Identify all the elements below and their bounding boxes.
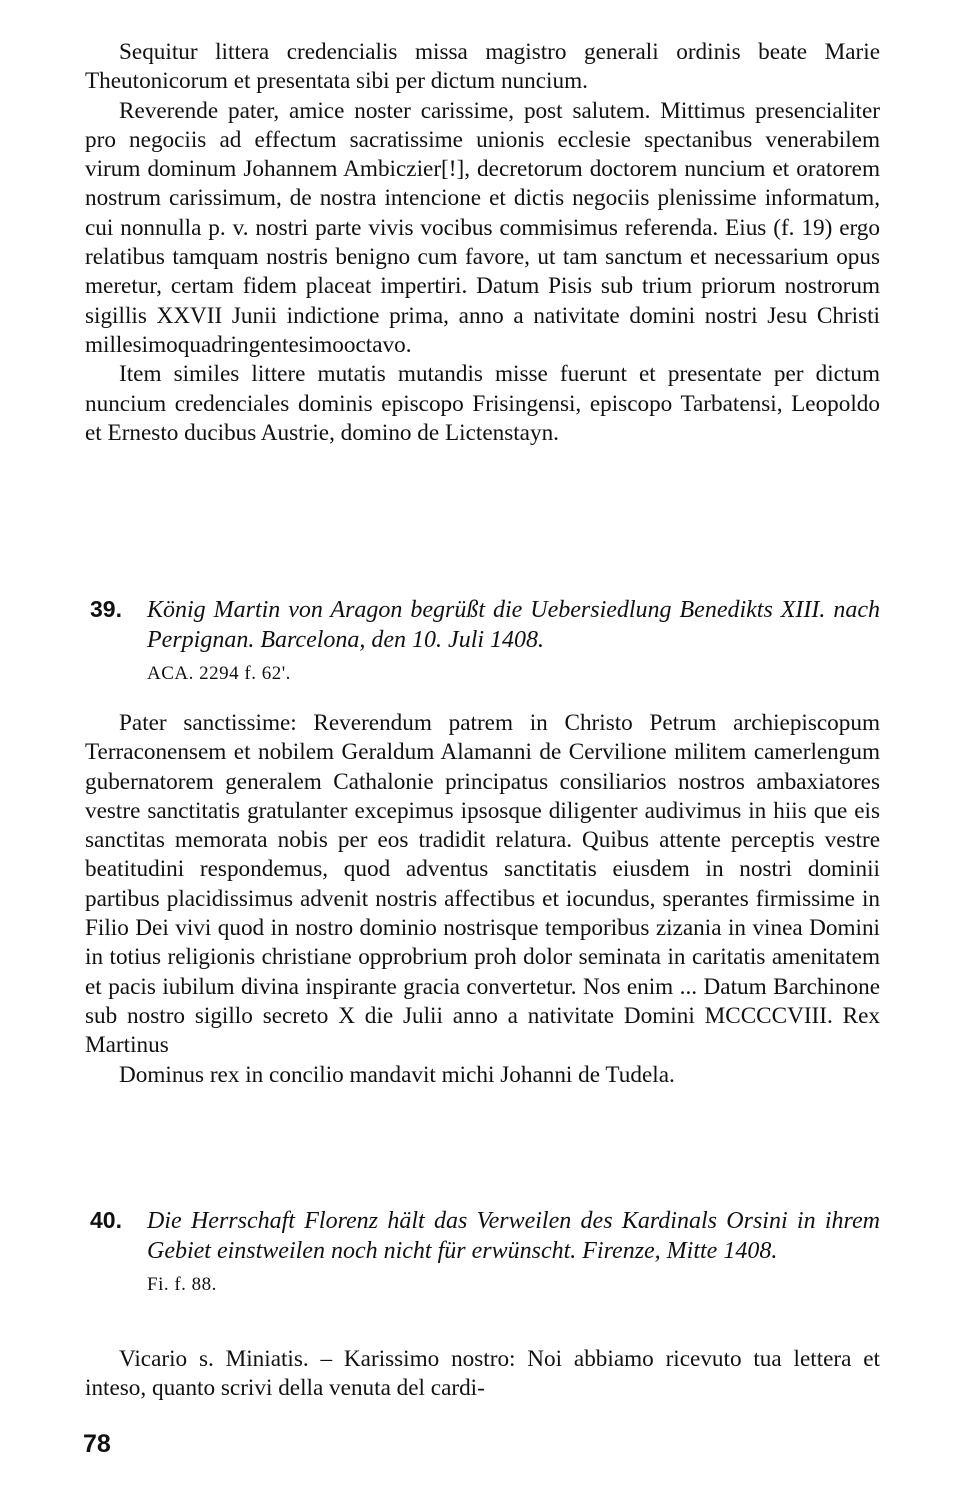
- entry-number: 39.: [90, 596, 122, 622]
- entry-number: 40.: [90, 1207, 122, 1233]
- entry-title: König Martin von Aragon begrüßt die Uebersiedlung Benedikts XIII. nach Perpignan. Barcelona, den 10. Juli 1408.: [147, 597, 880, 653]
- intro-paragraph: Sequitur littera credencialis missa magistro generali ordinis beate Marie Theutonicorum et presentata sibi per dictum nuncium.: [85, 39, 880, 95]
- entry-40-heading: [90, 1207, 880, 1296]
- text-block-letter: [85, 38, 880, 448]
- letter-paragraph: Vicario s. Miniatis. – Karissimo nostro: Noi abbiamo ricevuto tua lettera et inteso, quanto scrivi della venuta del cardi-: [85, 1346, 880, 1402]
- letter-paragraph: Pater sanctissime: Reverendum patrem in Christo Petrum archiepiscopum Terraconensem et nobilem Geraldum Alamanni de Cervilione militem camerlengum gubernatorem generalem Cathalonie principatus consiliarios nostros ambaxiatores vestre sanctitatis gratulanter excepimus ipsosque diligenter audivimus in hiis que eis sanctitas memorata nobis per eos tradidit relatura. Quibus attente perceptis vestre beatitudini respondemus, quod adventus sanctitatis eiusdem in nostri dominii partibus placidissimus advenit nostris affectibus et iocundus, sperantes firmissime in Filio Dei vivi quod in nostro dominio nostrisque temporibus zizania in vinea Domini in totius religionis christiane opprobrium proh dolor seminata in caritatis amenitatem et pacis iubilum divina inspirante gracia convertetur. Nos enim ... Datum Barchinone sub nostro sigillo secreto X die Julii anno a nativitate Domini MCCCCVIII. Rex Martinus: [85, 710, 880, 1059]
- closing-paragraph: Dominus rex in concilio mandavit michi Johanni de Tudela.: [119, 1061, 675, 1088]
- archive-reference: ACA. 2294 f. 62'.: [147, 663, 291, 684]
- archive-reference: Fi. f. 88.: [147, 1274, 217, 1295]
- entry-title: Die Herrschaft Florenz hält das Verweilen des Kardinals Orsini in ihrem Gebiet einstweilen noch nicht für erwünscht. Firenze, Mitte 1408.: [147, 1208, 880, 1264]
- letter-paragraph: Reverende pater, amice noster carissime, post salutem. Mittimus presencialiter pro negociis ad effectum sacratissime unionis ecclesie spectanibus venerabilem virum dominum Johannem Ambiczier[!], decretorum doctorem nuncium et oratorem nostrum carissimum, de nostra intencione et dictis negociis plenissime informatum, cui nonnulla p. v. nostri parte vivis vocibus commisimus referenda. Eius (f. 19) ergo relatibus tamquam nostris benigno cum favore, ut tam sanctum et necessarium opus meretur, certam fidem placeat impertiri. Datum Pisis sub trium priorum nostrorum sigillis XXVII Junii indictione prima, anno a nativitate domini nostri Jesu Christi millesimoquadringentesimooctavo.: [85, 97, 880, 358]
- text-block-entry-40: [85, 1345, 880, 1404]
- page-number: 78: [83, 1430, 111, 1458]
- note-paragraph: Item similes littere mutatis mutandis misse fuerunt et presentate per dictum nuncium credenciales dominis episcopo Frisingensi, episcopo Tarbatensi, Leopoldo et Ernesto ducibus Austrie, domino de Lictenstayn.: [85, 361, 880, 446]
- entry-39-heading: [90, 596, 880, 685]
- text-block-entry-39: [85, 709, 880, 1090]
